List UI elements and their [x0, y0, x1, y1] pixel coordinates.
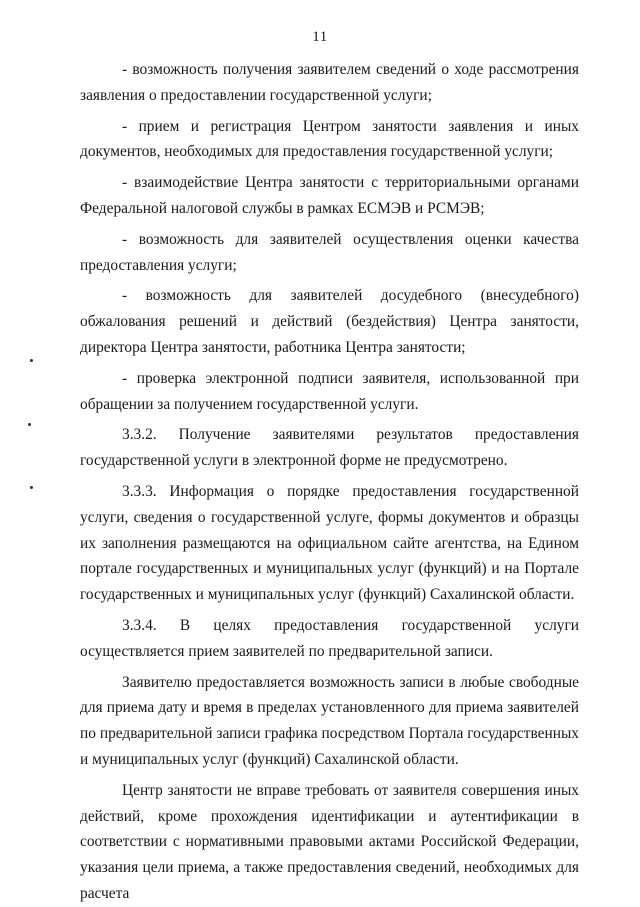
- scan-mark: [28, 423, 31, 426]
- paragraph: 3.3.4. В целях предоставления государственной услуги осуществляется прием заявителей по предварительной записи.: [80, 616, 579, 660]
- paragraph: 3.3.2. Получение заявителями результатов предоставления государственной услуги в электронной форме не предусмотрено.: [80, 426, 579, 470]
- paragraph: - возможность для заявителей досудебного (внесудебного) обжалования решений и действий (бездействия) Центра занятости, директора Центра занятости, работника Центра занятости;: [80, 287, 579, 356]
- paragraph: 3.3.3. Информация о порядке предоставления государственной услуги, сведения о государственной услуге, формы документов и образцы их заполнения размещаются на официальном сайте агентства, на Едином портале государственных и муниципальных услуг (функций) и на Портале государственных и муниципальных услуг (функций) Сахалинской области.: [80, 482, 579, 604]
- paragraph: - возможность получения заявителем сведений о ходе рассмотрения заявления о предоставлении государственной услуги;: [80, 61, 579, 104]
- paragraph: - возможность для заявителей осуществления оценки качества предоставления услуги;: [80, 230, 579, 274]
- scan-mark: [30, 486, 33, 489]
- paragraph: Заявителю предоставляется возможность записи в любые свободные для приема дату и время в пределах установленного для приема заявителей по предварительной записи графика посредством Портала государственных и муниципальных услуг (функций) Сахалинской области.: [80, 673, 579, 768]
- scan-mark: [30, 359, 33, 362]
- paragraph: - прием и регистрация Центром занятости заявления и иных документов, необходимых для предоставления государственной услуги;: [80, 117, 579, 161]
- document-body: [80, 57, 579, 907]
- paragraph: Центр занятости не вправе требовать от заявителя совершения иных действий, кроме прохождения идентификации и аутентификации в соответствии с нормативными правовыми актами Российской Федерации, указания цели приема, а также предоставления сведений, необходимых для расчета: [80, 781, 579, 902]
- paragraph: - взаимодействие Центра занятости с территориальными органами Федеральной налоговой службы в рамках ЕСМЭВ и РСМЭВ;: [80, 174, 579, 217]
- paragraph: - проверка электронной подписи заявителя, использованной при обращении за получением государственной услуги.: [80, 369, 579, 413]
- page-number: 11: [312, 29, 328, 45]
